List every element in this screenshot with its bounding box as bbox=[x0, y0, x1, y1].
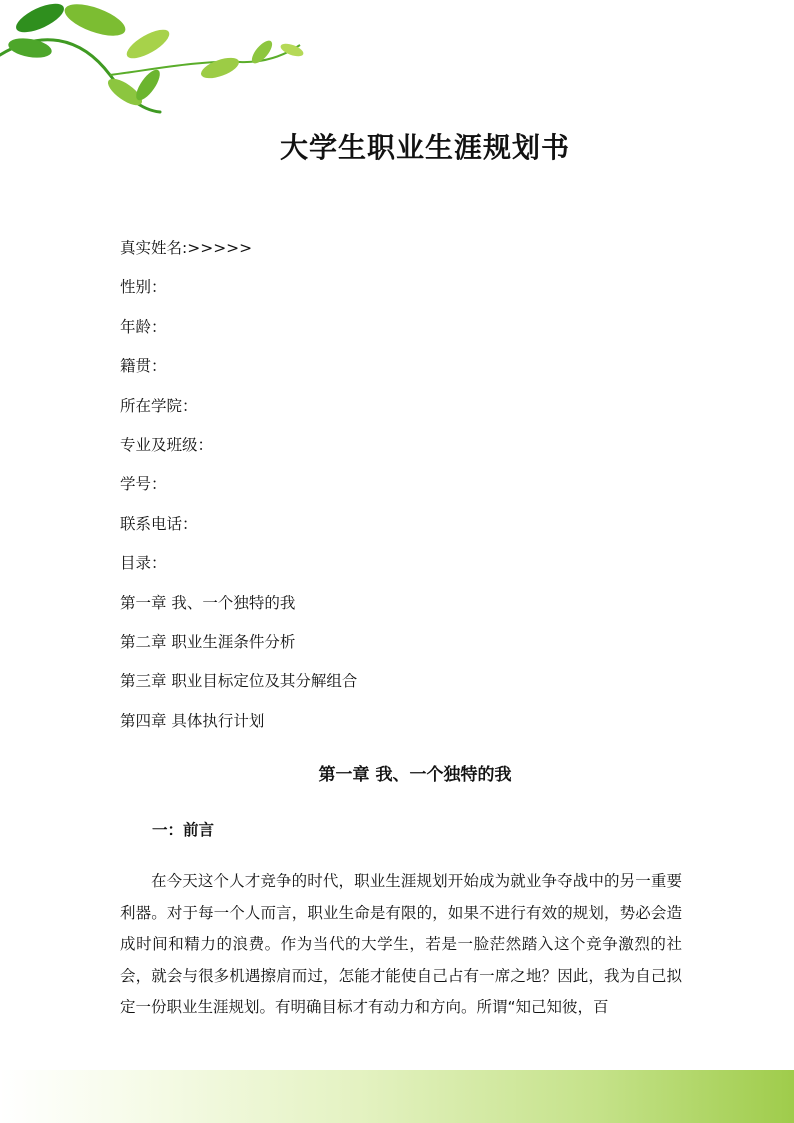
toc-item-chapter-1: 第一章 我、一个独特的我 bbox=[120, 593, 296, 612]
toc-item-chapter-3: 第三章 职业目标定位及其分解组合 bbox=[120, 672, 358, 691]
section-preface-heading: 一：前言 bbox=[152, 821, 215, 839]
info-line-college: 所在学院： bbox=[120, 396, 198, 415]
footer-gradient-band bbox=[0, 1070, 794, 1123]
toc-label: 目录： bbox=[120, 554, 167, 573]
info-line-phone: 联系电话： bbox=[120, 514, 198, 533]
toc-item-chapter-4: 第四章 具体执行计划 bbox=[120, 711, 265, 730]
toc-item-chapter-2: 第二章 职业生涯条件分析 bbox=[120, 632, 296, 651]
info-line-name: 真实姓名:>>>>> bbox=[120, 239, 253, 257]
chapter-1-heading: 第一章 我、一个独特的我 bbox=[318, 765, 512, 785]
leaf bbox=[12, 0, 68, 38]
leaf-vine-decoration bbox=[0, 0, 320, 120]
document-title: 大学生职业生涯规划书 bbox=[279, 131, 570, 164]
info-line-student-id: 学号： bbox=[120, 475, 167, 494]
preface-paragraph: 在今天这个人才竞争的时代，职业生涯规划开始成为就业争夺战中的另一重要利器。对于每一个人而言，职业生命是有限的，如果不进行有效的规划，势必会造成时间和精力的浪费。作为当代的大学生，若是一脸茫然踏入这个竞争激烈的社会，就会与很多机遇擦肩而过，怎能才能使自己占有一席之地？因此，我为自己拟定一份职业生涯规划。有明确目标才有动力和方向。所谓“知己知彼，百 bbox=[120, 872, 682, 1017]
leaf bbox=[279, 41, 305, 59]
info-line-gender: 性别： bbox=[120, 278, 167, 297]
info-line-age: 年龄： bbox=[120, 317, 167, 336]
info-list bbox=[120, 236, 680, 748]
info-line-major-class: 专业及班级： bbox=[120, 435, 214, 454]
info-line-hometown: 籍贯： bbox=[120, 357, 167, 376]
leaf bbox=[61, 0, 129, 42]
leaf bbox=[123, 24, 174, 64]
leaf bbox=[198, 54, 241, 83]
